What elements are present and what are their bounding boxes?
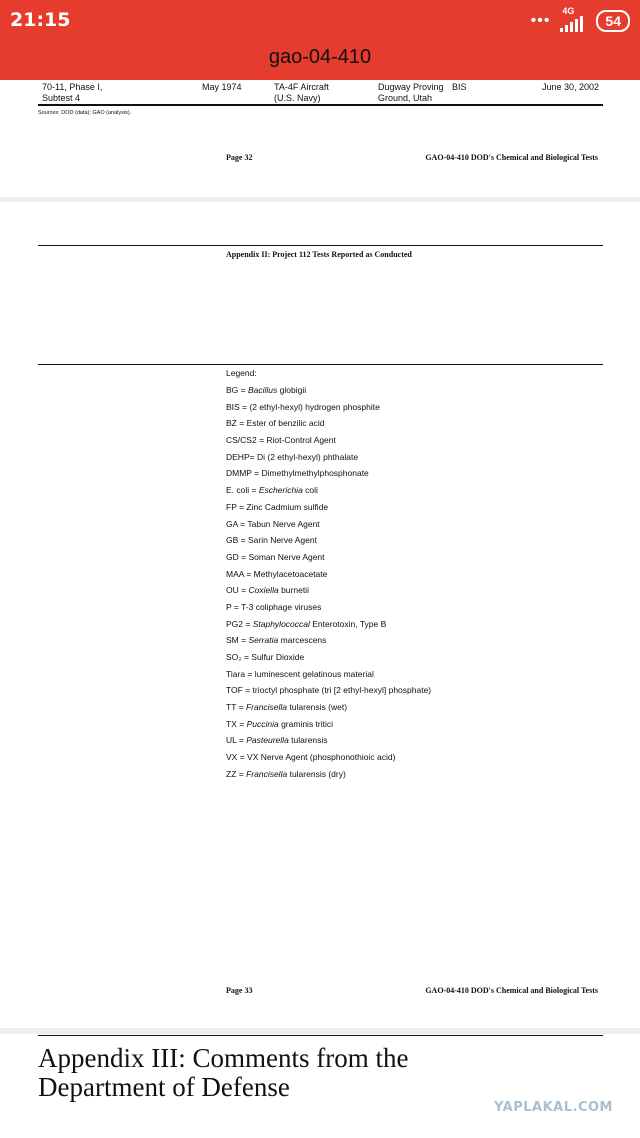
- legend-term: Escherichia: [258, 485, 303, 496]
- legend-item: [226, 768, 431, 785]
- heading-line: Department of Defense: [38, 1072, 290, 1102]
- legend-definition: tularensis (dry): [289, 768, 346, 779]
- page-32: [0, 80, 640, 197]
- legend-definition: Sulfur Dioxide: [251, 652, 305, 662]
- table-cell-date-notified: June 30, 2002: [541, 82, 599, 92]
- table-cell-test: 70-11, Phase I, Subtest 4: [42, 82, 103, 103]
- legend-item: [226, 484, 431, 501]
- document-title: gao-04-410: [268, 46, 372, 68]
- legend-definition: Riot-Control Agent: [266, 435, 336, 446]
- legend-item: [226, 651, 431, 668]
- table-cell-agent: BIS: [452, 82, 467, 92]
- network-type: 4G: [562, 6, 575, 16]
- table-cell-vessel: TA-4F Aircraft (U.S. Navy): [274, 82, 329, 103]
- legend-definition: globigii: [279, 385, 307, 395]
- signal-icon: [558, 6, 588, 32]
- legend-abbr: FP =: [226, 501, 245, 512]
- table-cell-date: May 1974: [202, 82, 242, 92]
- page-number: Page 32: [226, 153, 253, 162]
- legend-abbr: BZ =: [226, 418, 245, 429]
- legend-item: [226, 501, 431, 518]
- page-33: [0, 202, 640, 1028]
- legend-item: [226, 518, 431, 535]
- legend-definition: Ester of benzilic acid: [246, 418, 325, 429]
- legend-definition: burnetii: [281, 585, 309, 596]
- legend-abbr: VX =: [226, 752, 245, 763]
- legend-list: [226, 384, 431, 785]
- legend-item: [226, 551, 431, 568]
- battery-icon: 54: [596, 10, 630, 32]
- legend-abbr: MAA =: [226, 568, 252, 579]
- legend-definition: Enterotoxin, Type B: [312, 618, 387, 629]
- legend-item: [226, 384, 431, 401]
- divider: [38, 364, 603, 365]
- legend-abbr: BIS =: [226, 401, 248, 412]
- heading-line: Appendix III: Comments from the: [38, 1043, 409, 1073]
- legend-abbr: TOF =: [226, 685, 251, 696]
- legend-item: [226, 467, 431, 484]
- legend-abbr: ZZ =: [226, 768, 244, 779]
- page-number: Page 33: [226, 986, 253, 995]
- legend-abbr: Tiara =: [226, 668, 253, 679]
- legend-definition: Tabun Nerve Agent: [247, 518, 320, 529]
- more-dots-icon: •••: [530, 12, 551, 29]
- legend-abbr: SO₂ =: [226, 652, 249, 662]
- appendix-heading: Appendix II: Project 112 Tests Reported as Conducted: [226, 250, 412, 259]
- legend-abbr: TX =: [226, 718, 245, 729]
- legend-title: Legend:: [226, 368, 257, 378]
- legend-abbr: GD =: [226, 551, 247, 562]
- legend-abbr: GB =: [226, 535, 246, 546]
- legend-item: [226, 401, 431, 418]
- legend-item: [226, 534, 431, 551]
- legend-definition: marcescens: [280, 635, 327, 646]
- legend-term: Serratia: [248, 635, 279, 646]
- legend-definition: trioctyl phosphate (tri [2 ethyl-hexyl] phosphate): [252, 685, 432, 696]
- legend-abbr: E. coli =: [226, 485, 257, 496]
- legend-item: [226, 451, 431, 468]
- table-row: [38, 80, 603, 106]
- legend-definition: Soman Nerve Agent: [248, 551, 325, 562]
- legend-term: Staphylococcal: [252, 618, 310, 629]
- legend-item: [226, 601, 431, 618]
- legend-term: Francisella: [246, 768, 288, 779]
- legend-abbr: DEHP=: [226, 451, 255, 462]
- sources-note: Sources: DOD (data); GAO (analysis).: [38, 110, 132, 116]
- legend-definition: luminescent gelatinous material: [254, 668, 374, 679]
- legend-abbr: SM =: [226, 635, 247, 646]
- divider: [38, 245, 603, 246]
- legend-item: [226, 618, 431, 635]
- legend-abbr: GA =: [226, 518, 246, 529]
- legend-definition: VX Nerve Agent (phosphonothioic acid): [247, 752, 396, 763]
- legend-abbr: PG2 =: [226, 618, 251, 629]
- legend-item: [226, 734, 431, 751]
- legend-item: [226, 634, 431, 651]
- report-footer: GAO-04-410 DOD's Chemical and Biological Tests: [425, 153, 598, 162]
- legend-item: [226, 751, 431, 768]
- legend-item: [226, 584, 431, 601]
- legend-abbr: BG =: [226, 385, 246, 395]
- legend-abbr: P =: [226, 601, 239, 612]
- legend-term: Bacillus: [247, 385, 278, 395]
- legend-abbr: OU =: [226, 585, 247, 596]
- clock: 21:15: [10, 9, 71, 31]
- legend-term: Pasteurella: [246, 735, 289, 746]
- legend-item: [226, 568, 431, 585]
- legend-item: [226, 668, 431, 685]
- legend-definition: (2 ethyl-hexyl) hydrogen phosphite: [249, 401, 380, 412]
- legend-abbr: DMMP =: [226, 468, 260, 479]
- legend-item: [226, 701, 431, 718]
- legend-definition: graminis tritici: [281, 718, 334, 729]
- status-bar: [0, 0, 640, 80]
- legend-definition: Sarin Nerve Agent: [247, 535, 317, 546]
- legend-definition: Dimethylmethylphosphonate: [261, 468, 369, 479]
- divider: [38, 1035, 603, 1036]
- table-cell-location: Dugway Proving Ground, Utah: [378, 82, 444, 103]
- appendix-3-heading: [38, 1044, 408, 1102]
- legend-definition: Zinc Cadmium sulfide: [246, 501, 329, 512]
- legend-abbr: CS/CS2 =: [226, 435, 265, 446]
- legend-item: [226, 434, 431, 451]
- watermark: YAPLAKAL.COM: [494, 1100, 613, 1115]
- legend-definition: Di (2 ethyl-hexyl) phthalate: [256, 451, 359, 462]
- legend-term: Francisella: [245, 702, 288, 713]
- legend-abbr: UL =: [226, 735, 244, 746]
- legend-definition: tularensis: [291, 735, 328, 746]
- status-icons: [530, 6, 630, 32]
- legend-item: [226, 684, 431, 701]
- legend-definition: Methylacetoacetate: [253, 568, 328, 579]
- legend-definition: T-3 coliphage viruses: [241, 601, 322, 612]
- page-appendix-3: [0, 1034, 640, 1138]
- legend-definition: coli: [305, 485, 318, 496]
- legend-item: [226, 718, 431, 735]
- legend-abbr: TT =: [226, 702, 244, 713]
- legend-term: Coxiella: [248, 585, 279, 596]
- report-footer: GAO-04-410 DOD's Chemical and Biological Tests: [425, 986, 598, 995]
- legend-definition: tularensis (wet): [289, 702, 348, 713]
- legend-term: Puccinia: [246, 718, 279, 729]
- legend-item: [226, 417, 431, 434]
